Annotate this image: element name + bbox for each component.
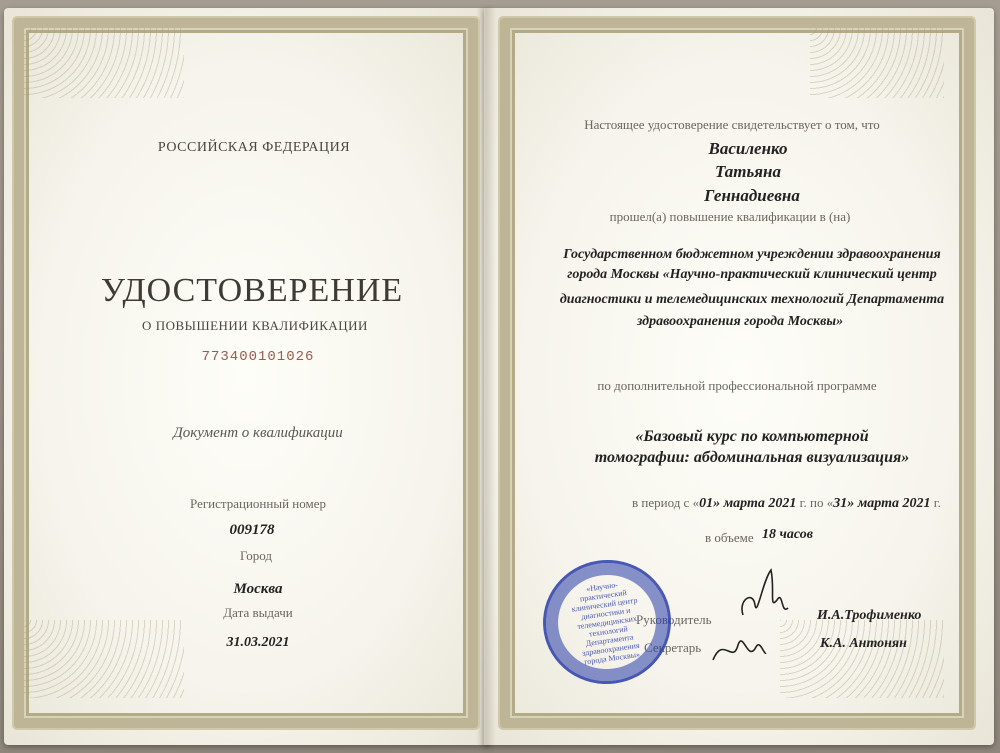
institution-line: здравоохранения города Москвы»: [636, 314, 844, 329]
document-subtitle: О ПОВЫШЕНИИ КВАЛИФИКАЦИИ: [142, 318, 368, 333]
qualification-statement: прошел(а) повышение квалификации в (на): [609, 209, 851, 224]
guilloche-pattern: [24, 620, 184, 698]
holder-patronymic: Геннадиевна: [704, 186, 800, 205]
period-from-day: 01: [699, 496, 714, 511]
institution-line: города Москвы «Научно-практический клинический центр: [567, 267, 937, 282]
institution-line: диагностики и телемедицинских технологий Департамента: [559, 292, 945, 307]
city-value: Москва: [233, 581, 283, 597]
period-suffix: г.: [930, 495, 941, 510]
volume-value: 18 часов: [762, 527, 813, 542]
document-type: Документ о квалификации: [173, 425, 343, 441]
study-period: [632, 495, 941, 512]
certificate-intro: Настоящее удостоверение свидетельствует о том, что: [584, 117, 880, 132]
secretary-signature: [708, 625, 768, 673]
period-to-day: 31: [833, 496, 848, 511]
holder-surname: Василенко: [708, 139, 788, 158]
issue-date-label: Дата выдачи: [223, 605, 293, 620]
institution-line: Государственном бюджетном учреждении здравоохранения: [563, 247, 941, 262]
guilloche-pattern: [24, 28, 184, 98]
serial-number: 773400101026: [201, 349, 315, 365]
period-from-month-year: » марта 2021: [713, 496, 797, 511]
program-label: по дополнительной профессиональной программе: [597, 378, 877, 393]
guilloche-pattern: [810, 28, 944, 98]
head-signature: [733, 560, 793, 630]
document-title: УДОСТОВЕРЕНИЕ: [100, 272, 404, 309]
stamp-text: «Научно-практический клинический центр диагностики и телемедицинских технологий Департамента здравоохранения города Москвы»: [571, 579, 641, 667]
secretary-name: К.А. Антонян: [820, 636, 907, 651]
guilloche-pattern: [780, 620, 944, 698]
registration-number: 009178: [229, 522, 275, 538]
period-prefix: в период с «: [632, 495, 700, 510]
country-label: РОССИЙСКАЯ ФЕДЕРАЦИЯ: [157, 140, 351, 155]
secretary-label: Секретарь: [644, 640, 702, 655]
issue-date: 31.03.2021: [226, 635, 290, 650]
city-label: Город: [239, 548, 273, 563]
program-title-line: «Базовый курс по компьютерной: [635, 428, 869, 445]
volume-label: в объеме: [705, 530, 754, 545]
period-to-month-year: » марта 2021: [847, 496, 931, 511]
head-label: Руководитель: [636, 612, 712, 627]
holder-name: Татьяна: [715, 162, 781, 181]
book-spine: [476, 8, 496, 745]
registration-number-label: Регистрационный номер: [190, 496, 326, 511]
period-mid: г. по «: [796, 495, 834, 510]
program-title-line: томографии: абдоминальная визуализация»: [594, 449, 910, 466]
head-name: И.А.Трофименко: [817, 608, 922, 623]
